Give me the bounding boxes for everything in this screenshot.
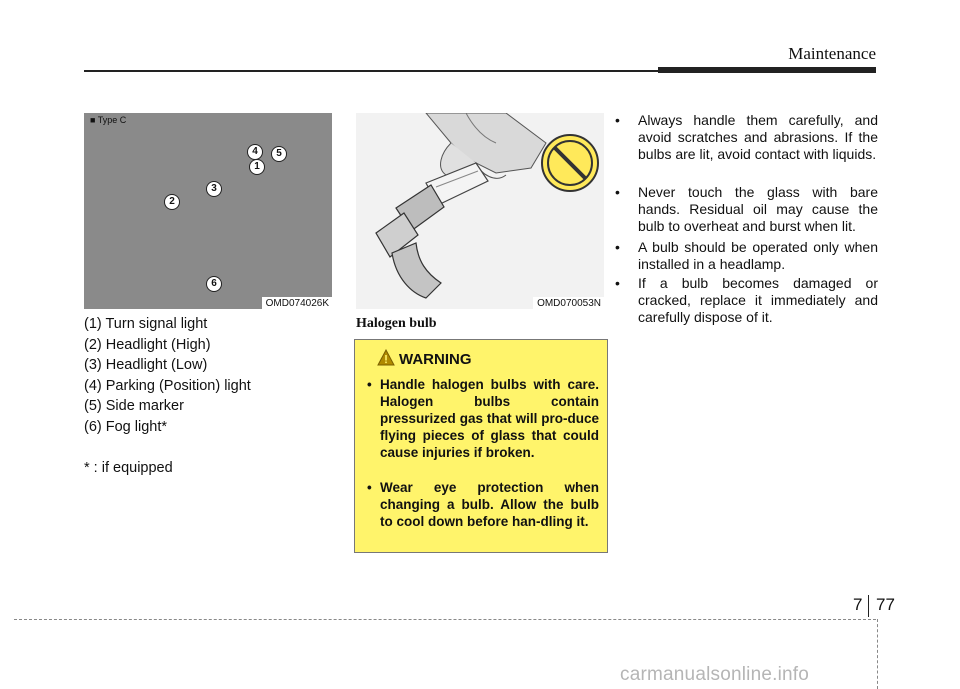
legend-item: (6) Fog light* [84, 419, 168, 435]
header-rule-thick [658, 67, 876, 73]
legend-item: (5) Side marker [84, 398, 184, 414]
halogen-bulb-figure [356, 113, 604, 309]
legend-item: (3) Headlight (Low) [84, 357, 208, 373]
section-title: Maintenance [788, 44, 876, 63]
legend-item: (4) Parking (Position) light [84, 378, 251, 394]
headlamp-figure [84, 113, 332, 309]
bullet-text: Never touch the glass with bare hands. Residual oil may cause the bulb to overheat and burst when lit. [638, 184, 878, 234]
header-rule-thin [84, 70, 660, 72]
bullet-item [615, 239, 878, 273]
figure-code: OMD070053N [533, 297, 604, 309]
figure-type-label: ■ Type C [90, 115, 127, 125]
hand-holding-bulb-illustration [356, 113, 604, 309]
bullet-item [615, 184, 878, 235]
page-number-separator [868, 595, 869, 617]
bullet-item [615, 112, 878, 163]
bullet-text: If a bulb becomes damaged or cracked, replace it immediately and carefully dispose of it. [638, 275, 878, 325]
page-number: 77 [876, 595, 895, 614]
callout-4: 4 [247, 144, 263, 160]
legend-item: (1) Turn signal light [84, 316, 208, 332]
bullet-icon: • [615, 112, 620, 128]
warning-item [367, 376, 599, 461]
warning-item-text: Handle halogen bulbs with care. Halogen bulbs contain pressurized gas that will pro-duce flying pieces of glass that could cause injuries if broken. [380, 377, 599, 460]
warning-box [354, 339, 608, 553]
figure-code: OMD074026K [262, 297, 332, 309]
bullet-icon: • [615, 239, 620, 255]
bullet-text: Always handle them carefully, and avoid scratches and abrasions. If the bulbs are lit, avoid contact with liquids. [638, 112, 878, 162]
callout-2: 2 [164, 194, 180, 210]
bullet-icon: • [615, 184, 620, 200]
legend-footnote: * : if equipped [84, 460, 173, 476]
warning-item-text: Wear eye protection when changing a bulb. Allow the bulb to cool down before han-dling it. [380, 480, 599, 529]
bullet-icon: • [367, 377, 372, 392]
bullet-item [615, 275, 878, 326]
callout-3: 3 [206, 181, 222, 197]
warning-title: WARNING [399, 351, 472, 368]
footer-dashed-vertical [877, 619, 878, 689]
legend-item: (2) Headlight (High) [84, 337, 211, 353]
bullet-text: A bulb should be operated only when installed in a headlamp. [638, 239, 878, 272]
figure-caption: Halogen bulb [356, 316, 437, 331]
callout-5: 5 [271, 146, 287, 162]
callout-1: 1 [249, 159, 265, 175]
warning-triangle-icon [377, 349, 395, 366]
footer-dashed-rule [14, 619, 876, 620]
callout-6: 6 [206, 276, 222, 292]
bullet-icon: • [367, 480, 372, 495]
chapter-number: 7 [853, 595, 863, 614]
watermark: carmanualsonline.info [620, 664, 810, 685]
bullet-icon: • [615, 275, 620, 291]
warning-item [367, 479, 599, 530]
